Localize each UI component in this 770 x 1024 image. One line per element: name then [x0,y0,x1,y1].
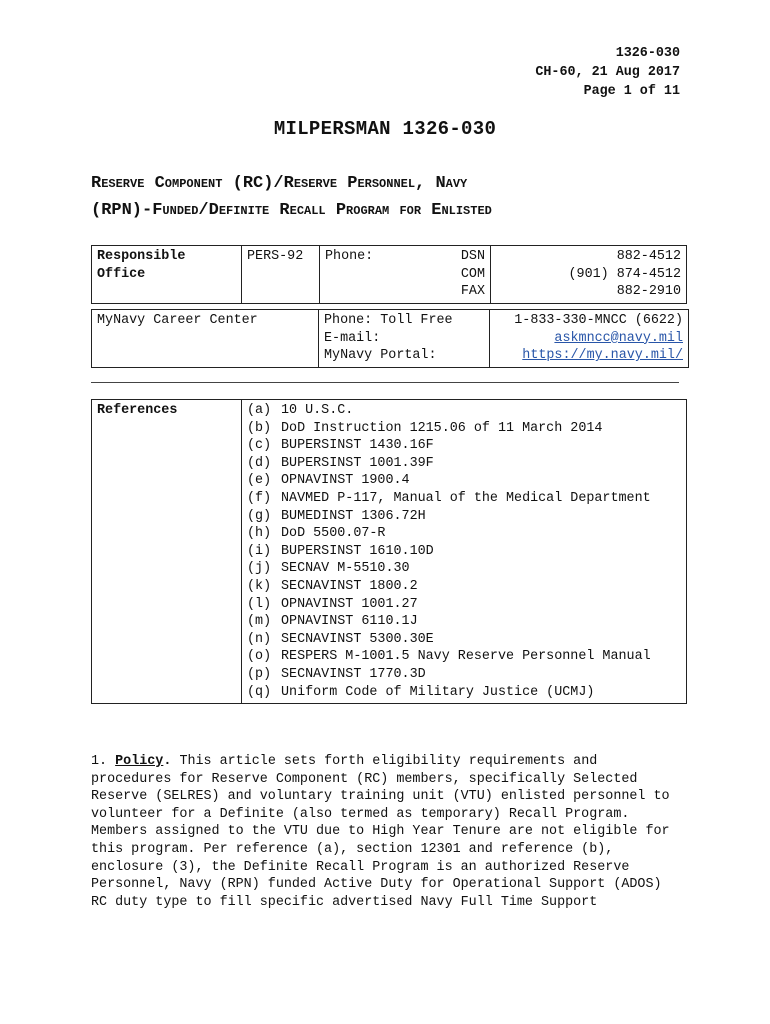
reference-item [247,472,681,490]
com-number: (901) 874-4512 [568,266,681,282]
reference-item [247,560,681,578]
reference-item [247,402,681,420]
career-center-name: MyNavy Career Center [92,310,319,368]
reference-title: BUPERSINST 1430.16F [281,438,434,454]
page-title: MILPERSMAN 1326-030 [273,118,497,140]
policy-paragraph: 1. Policy. This article sets forth eligibility requirements and procedures for Reserve Component (RC) members, specifically Selected Reserve (SELRES) and voluntary training unit (VTU) enlisted personnel to volunteer for a Definite (also termed as temporary) Recall Program. Members assigned to the VTU due to High Year Tenure are not eligible for this program. Per reference (a), section 12301 and reference (b), enclosure (3), the Definite Recall Program is an authorized Reserve Personnel, Navy (RPN) funded Active Duty for Operational Support (ADOS) RC duty type to fill specific advertised Navy Full Time Support [91,754,670,910]
reference-title: BUPERSINST 1001.39F [281,455,434,471]
change-date: CH-60, 21 Aug 2017 [535,65,680,80]
reference-letter: (m) [247,614,272,630]
reference-title: 10 U.S.C. [281,403,354,418]
reference-title: OPNAVINST 1900.4 [281,473,410,489]
reference-item [247,578,681,596]
reference-title: DoD Instruction 1215.06 of 11 March 2014 [281,420,603,436]
reference-item [247,613,681,631]
reference-title: NAVMED P-117, Manual of the Medical Department [281,490,651,506]
reference-item [247,508,681,526]
reference-item [247,543,681,561]
reference-letter: (l) [247,596,272,612]
email-label: E-mail: [324,330,381,346]
reference-letter: (c) [247,438,272,454]
reference-title: BUMEDINST 1306.72H [281,508,426,524]
reference-item [247,490,681,508]
reference-title: OPNAVINST 6110.1J [281,614,418,630]
subtitle-line-2: (RPN)-Funded/Definite Recall Program for Enlisted [91,201,492,220]
reference-letter: (q) [247,684,272,700]
reference-item [247,455,681,473]
reference-title: SECNAVINST 5300.30E [281,631,434,647]
phone-label: Phone: [325,249,374,264]
reference-item [247,525,681,543]
policy-text: This article sets forth eligibility requirements and procedures for Reserve Component (RC) members, specifically Selected Reserve (SELRES) and voluntary training unit (VTU) enlisted personnel to volunteer for a Definite (also termed as temporary) Recall Program. Members assigned to the VTU due to High Year Tenure are not eligible for this program. Per reference (a), section 12301 and reference (b), enclosure (3), the Definite Recall Program is an authorized Reserve Personnel, Navy (RPN) funded Active Duty for Operational Support (ADOS) RC duty type to fill specific advertised Navy Full Time Support [91,754,670,910]
reference-title: Uniform Code of Military Justice (UCMJ) [281,684,595,700]
reference-letter: (j) [247,561,272,577]
responsible-office-table [91,245,687,304]
page-number: Page 1 of 11 [583,84,680,99]
reference-item [247,684,681,702]
reference-letter: (n) [247,631,272,647]
references-label: References [92,400,242,704]
phone-types [461,248,485,301]
reference-item [247,648,681,666]
reference-letter: (d) [247,455,272,471]
reference-letter: (e) [247,473,272,489]
phone-numbers [491,246,687,304]
reference-title: DoD 5500.07-R [281,526,386,542]
article-subtitle [91,170,691,224]
doc-number: 1326-030 [615,46,680,61]
portal-label: MyNavy Portal: [324,348,437,364]
reference-letter: (a) [247,403,272,418]
reference-letter: (k) [247,578,272,594]
reference-letter: (f) [247,490,272,506]
reference-title: SECNAVINST 1770.3D [281,666,426,682]
references-table [91,399,687,704]
reference-letter: (i) [247,543,272,559]
section-number: 1. [91,754,108,769]
reference-title: BUPERSINST 1610.10D [281,543,434,559]
com-label: COM [460,266,485,282]
reference-item [247,420,681,438]
reference-item [247,437,681,455]
toll-free-number: 1-833-330-MNCC (6622) [514,313,683,328]
document-header [535,44,680,101]
email-link[interactable]: askmncc@navy.mil [554,330,683,346]
reference-item [247,631,681,649]
divider-line [91,382,679,383]
subtitle-line-1: Reserve Component (RC)/Reserve Personnel, Navy [91,174,468,193]
dsn-label: DSN [460,249,485,264]
reference-letter: (b) [247,420,272,436]
reference-item [247,596,681,614]
responsible-office-label: Responsible Office [92,246,242,304]
reference-title: SECNAV M-5510.30 [281,561,410,577]
career-center-table [91,309,689,368]
reference-title: RESPERS M-1001.5 Navy Reserve Personnel Manual [281,649,651,665]
reference-list [247,402,681,701]
office-code: PERS-92 [242,246,320,304]
reference-letter: (o) [247,649,272,665]
fax-label: FAX [460,284,485,300]
portal-link[interactable]: https://my.navy.mil/ [522,348,683,364]
reference-letter: (p) [247,666,272,682]
reference-title: SECNAVINST 1800.2 [281,578,418,594]
dsn-number: 882-4512 [616,249,681,264]
reference-item [247,666,681,684]
policy-heading: Policy [115,754,164,769]
reference-letter: (h) [247,526,272,542]
fax-number: 882-2910 [616,284,681,300]
toll-free-label: Phone: Toll Free [324,313,453,328]
reference-title: OPNAVINST 1001.27 [281,596,418,612]
reference-letter: (g) [247,508,272,524]
